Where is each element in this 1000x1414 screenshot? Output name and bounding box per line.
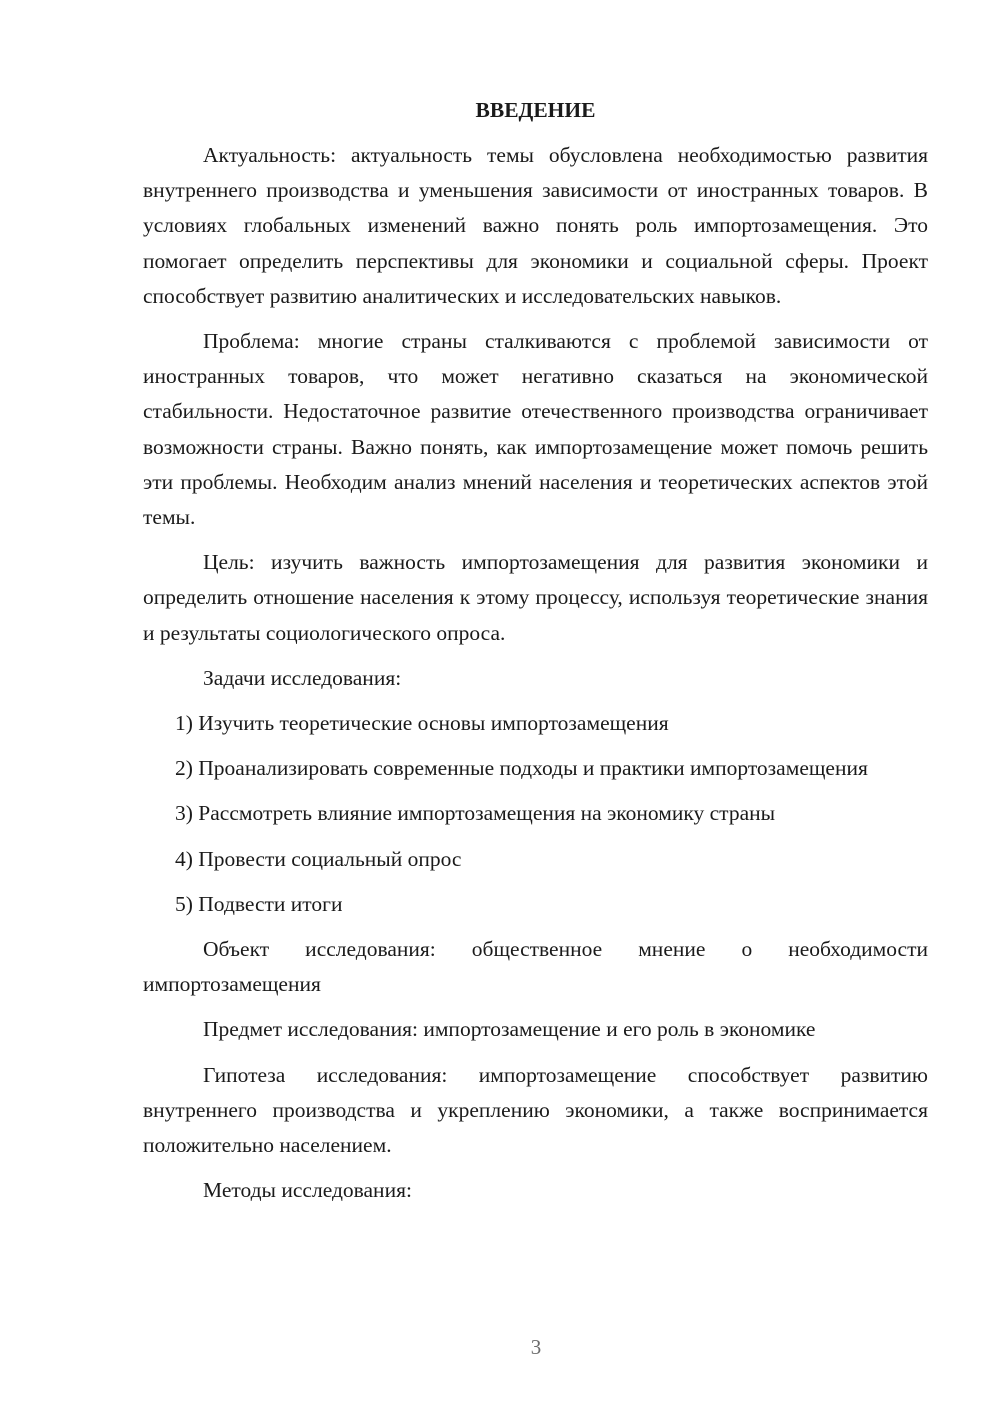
task-item-1: 1) Изучить теоретические основы импортозамещения: [175, 711, 669, 736]
paragraph-object: Объект исследования: общественное мнение о необходимости импортозамещения: [143, 937, 928, 997]
paragraph-goal: Цель: изучить важность импортозамещения для развития экономики и определить отношение населения к этому процессу, используя теоретические знания и результаты социологического опроса.: [143, 550, 928, 645]
task-item-3: 3) Рассмотреть влияние импортозамещения на экономику страны: [175, 801, 776, 826]
task-item-5: 5) Подвести итоги: [175, 891, 343, 916]
paragraph-subject: Предмет исследования: импортозамещение и его роль в экономике: [203, 1017, 816, 1042]
task-item-2: 2) Проанализировать современные подходы и практики импортозамещения: [175, 756, 868, 781]
section-title: ВВЕДЕНИЕ: [475, 98, 596, 122]
methods-heading: Методы исследования:: [203, 1178, 412, 1203]
page-content: [143, 93, 928, 1218]
tasks-heading: Задачи исследования:: [203, 665, 402, 690]
paragraph-relevance: Актуальность: актуальность темы обусловлена необходимостью развития внутреннего производства и уменьшения зависимости от иностранных товаров. В условиях глобальных изменений важно понять роль импортозамещения. Это помогает определить перспективы для экономики и социальной сферы. Проект способствует развитию аналитических и исследовательских навыков.: [143, 143, 928, 308]
task-item-4: 4) Провести социальный опрос: [175, 846, 462, 871]
page-number: 3: [530, 1335, 542, 1359]
paragraph-problem: Проблема: многие страны сталкиваются с проблемой зависимости от иностранных товаров, что может негативно сказаться на экономической стабильности. Недостаточное развитие отечественного производства ограничивает возможности страны. Важно понять, как импортозамещение может помочь решить эти проблемы. Необходим анализ мнений населения и теоретических аспектов этой темы.: [143, 329, 928, 530]
paragraph-hypothesis: Гипотеза исследования: импортозамещение способствует развитию внутреннего производства и укреплению экономики, а также воспринимается положительно населением.: [143, 1062, 928, 1158]
